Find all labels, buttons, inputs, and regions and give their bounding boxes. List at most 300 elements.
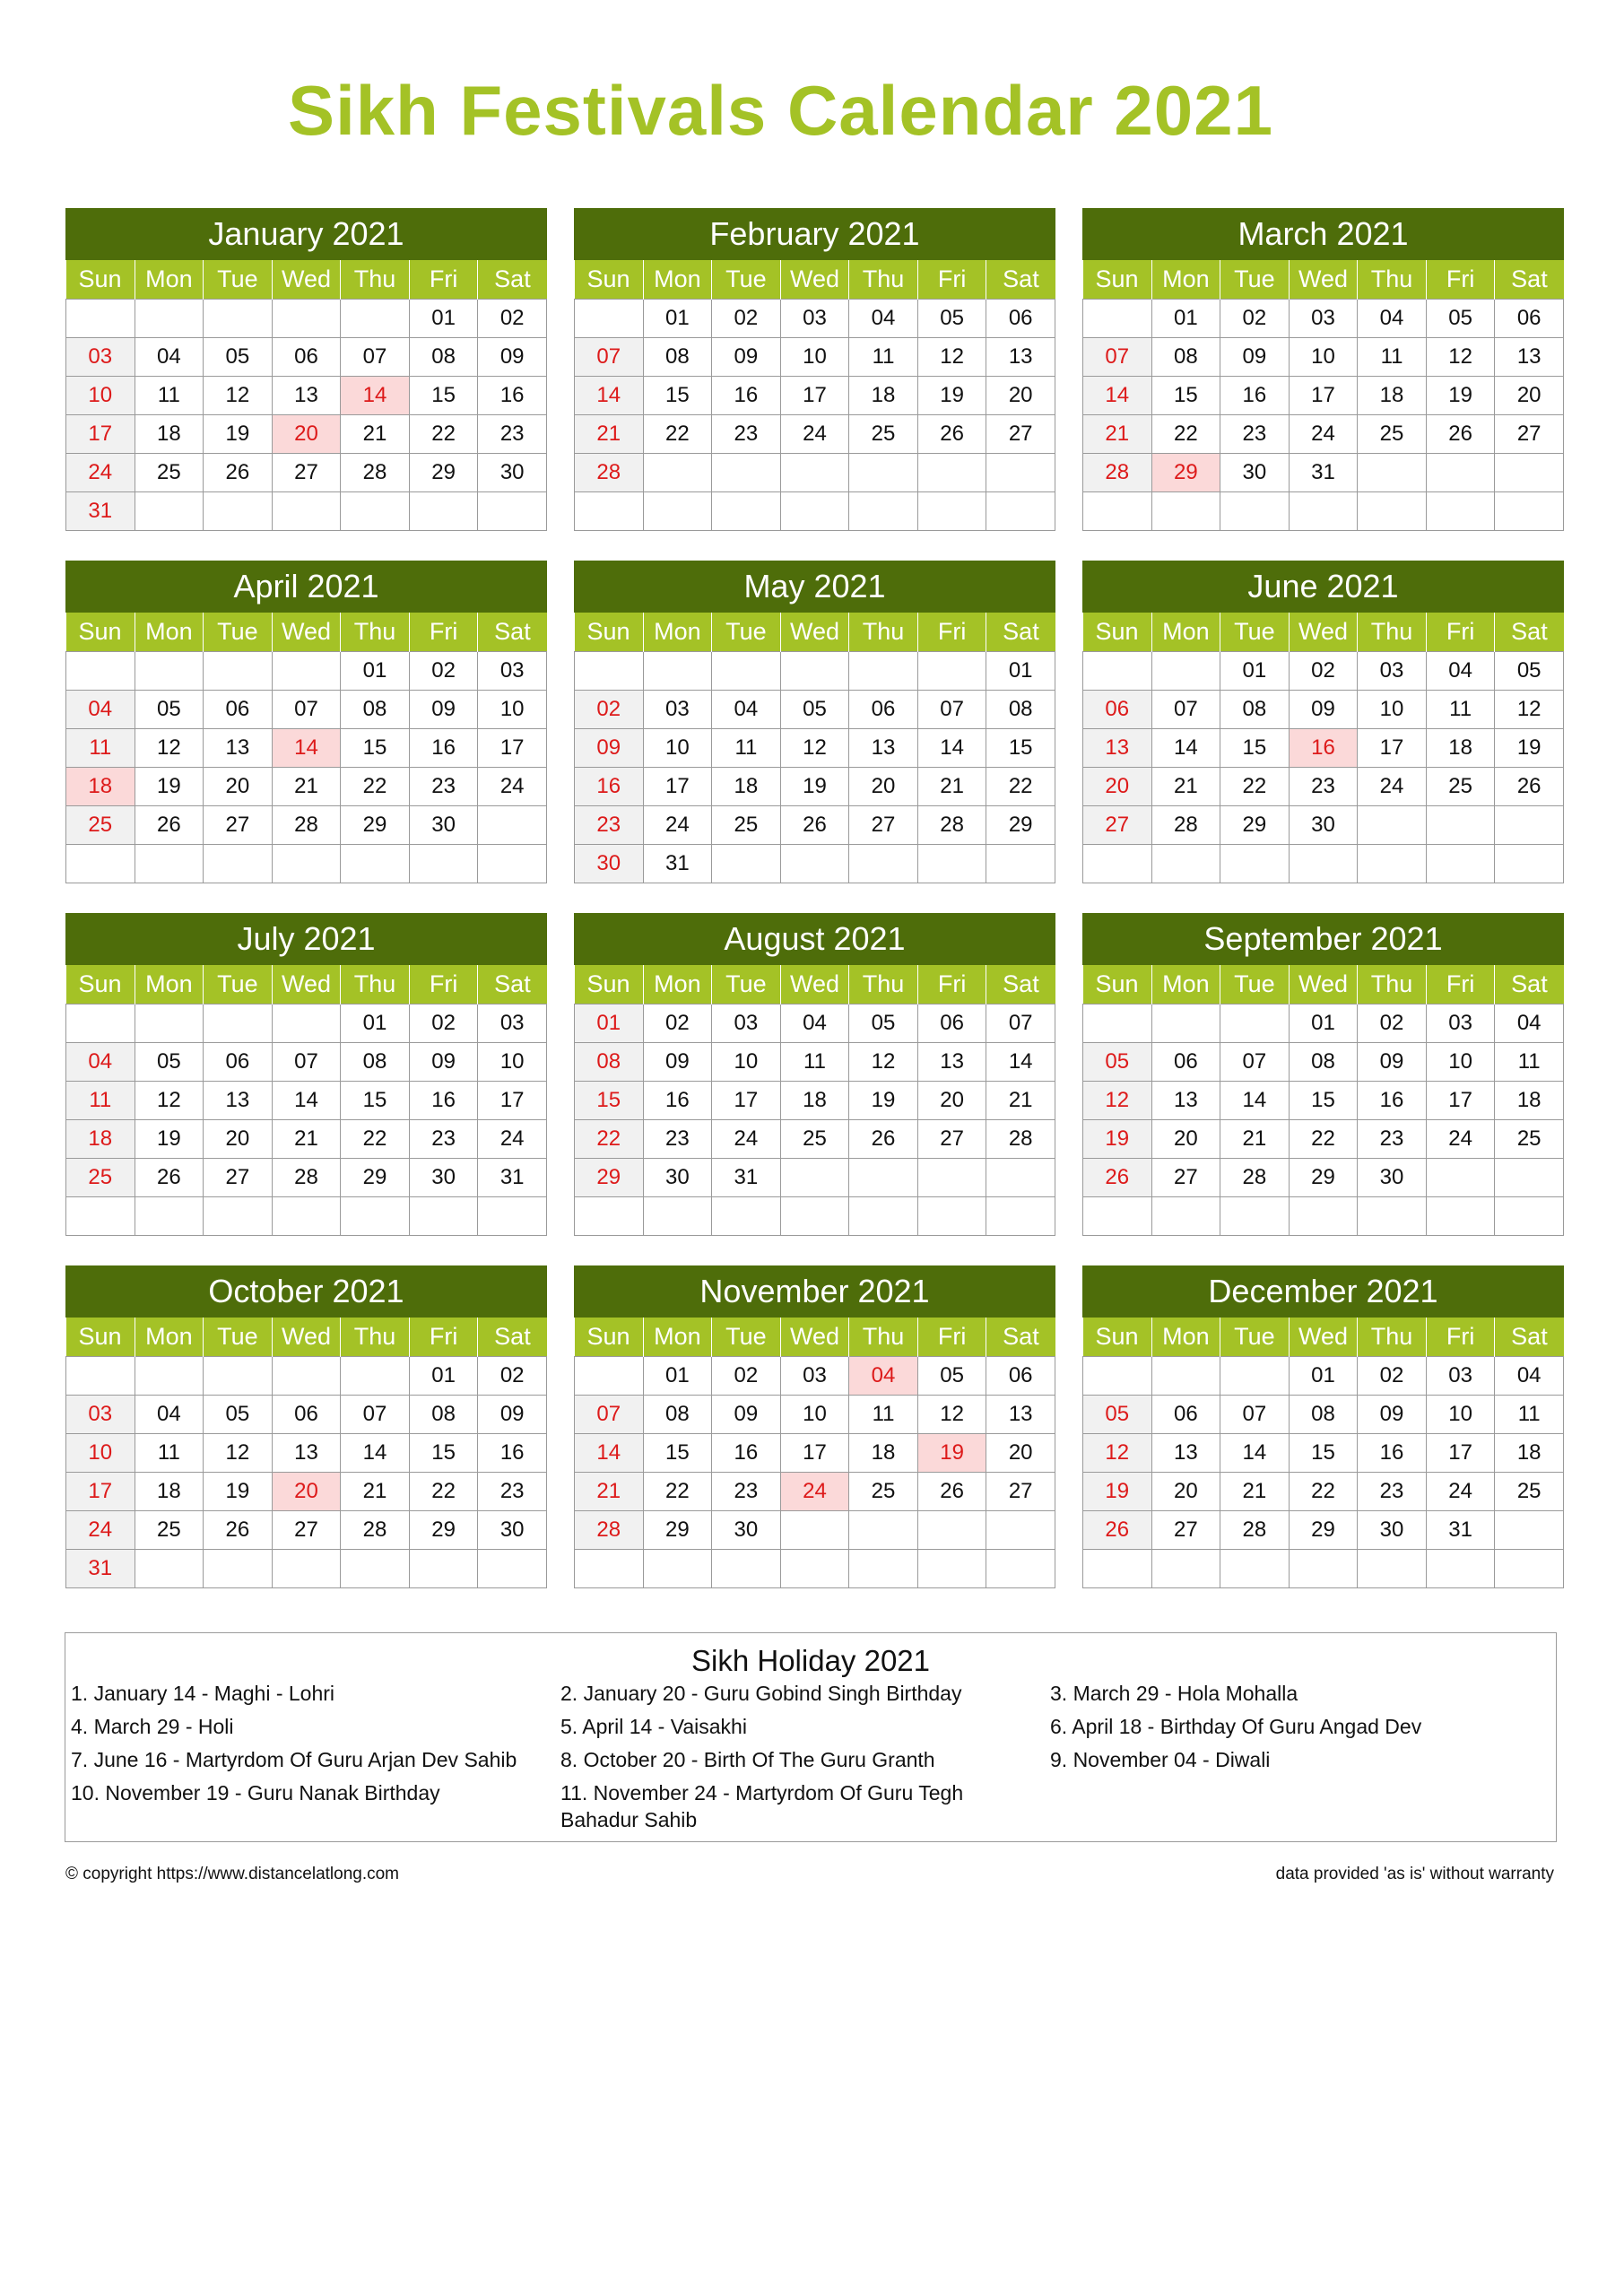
empty-cell <box>1083 1197 1152 1236</box>
day-cell: 25 <box>135 454 204 492</box>
day-cell: 05 <box>1495 652 1564 691</box>
month-calendar <box>574 1265 1055 1588</box>
empty-cell <box>1083 1004 1152 1043</box>
day-cell: 10 <box>712 1043 781 1082</box>
day-cell: 12 <box>135 1082 204 1120</box>
day-cell: 09 <box>478 338 547 377</box>
day-cell: 11 <box>1495 1043 1564 1082</box>
day-cell: 07 <box>575 1396 644 1434</box>
day-cell: 08 <box>643 338 712 377</box>
empty-cell <box>1358 454 1427 492</box>
day-cell: 30 <box>409 1159 478 1197</box>
day-cell: 31 <box>1426 1511 1495 1550</box>
weekday-header: Sat <box>986 613 1055 652</box>
day-cell: 12 <box>917 338 986 377</box>
empty-cell <box>341 300 410 338</box>
month-calendar <box>1082 913 1564 1236</box>
day-cell: 26 <box>135 806 204 845</box>
day-cell: 25 <box>1426 768 1495 806</box>
day-cell: 29 <box>409 1511 478 1550</box>
day-cell: 02 <box>478 1357 547 1396</box>
day-cell: 30 <box>1289 806 1358 845</box>
day-cell: 11 <box>1426 691 1495 729</box>
day-cell: 01 <box>1289 1357 1358 1396</box>
day-cell: 18 <box>849 377 918 415</box>
day-cell: 04 <box>780 1004 849 1043</box>
day-cell: 20 <box>204 768 273 806</box>
holiday-list-item: 3. March 29 - Hola Mohalla <box>1050 1682 1298 1705</box>
day-cell: 05 <box>1083 1396 1152 1434</box>
day-cell: 23 <box>478 1473 547 1511</box>
day-cell: 06 <box>1151 1043 1220 1082</box>
empty-cell <box>1083 300 1152 338</box>
day-cell: 09 <box>409 1043 478 1082</box>
empty-cell <box>272 1004 341 1043</box>
day-cell: 01 <box>341 1004 410 1043</box>
week-row <box>66 1473 547 1511</box>
empty-cell <box>1358 845 1427 883</box>
month-calendar <box>65 208 547 531</box>
empty-cell <box>1220 1004 1290 1043</box>
day-cell: 27 <box>1495 415 1564 454</box>
empty-cell <box>1358 1550 1427 1588</box>
day-cell: 10 <box>66 1434 135 1473</box>
day-cell: 08 <box>341 1043 410 1082</box>
day-cell: 04 <box>1358 300 1427 338</box>
day-cell: 19 <box>1495 729 1564 768</box>
day-cell: 14 <box>917 729 986 768</box>
day-cell: 02 <box>1358 1357 1427 1396</box>
day-cell: 09 <box>712 1396 781 1434</box>
month-table <box>574 1318 1055 1588</box>
weekday-header: Wed <box>780 260 849 300</box>
day-cell: 09 <box>478 1396 547 1434</box>
day-cell: 07 <box>1151 691 1220 729</box>
empty-cell <box>849 1550 918 1588</box>
day-cell: 31 <box>643 845 712 883</box>
day-cell: 12 <box>1495 691 1564 729</box>
day-cell: 07 <box>1083 338 1152 377</box>
weekday-header: Tue <box>712 1318 781 1357</box>
holiday-day-cell: 16 <box>1289 729 1358 768</box>
week-row <box>1083 729 1564 768</box>
holiday-list-panel <box>65 1632 1557 1842</box>
week-row <box>1083 1550 1564 1588</box>
empty-cell <box>986 1159 1055 1197</box>
week-row <box>1083 1511 1564 1550</box>
weekday-header: Mon <box>643 260 712 300</box>
weekday-header: Thu <box>1358 613 1427 652</box>
empty-cell <box>341 845 410 883</box>
day-cell: 23 <box>1358 1120 1427 1159</box>
week-row <box>66 1396 547 1434</box>
empty-cell <box>66 1004 135 1043</box>
empty-cell <box>917 454 986 492</box>
day-cell: 07 <box>341 1396 410 1434</box>
week-row <box>575 1120 1055 1159</box>
day-cell: 14 <box>986 1043 1055 1082</box>
empty-cell <box>204 845 273 883</box>
empty-cell <box>1495 806 1564 845</box>
month-table <box>65 260 547 531</box>
week-row <box>66 729 547 768</box>
weekday-header: Thu <box>849 1318 918 1357</box>
empty-cell <box>712 1197 781 1236</box>
day-cell: 12 <box>204 1434 273 1473</box>
week-row <box>1083 454 1564 492</box>
weekday-header: Mon <box>1151 613 1220 652</box>
day-cell: 01 <box>575 1004 644 1043</box>
empty-cell <box>135 845 204 883</box>
day-cell: 02 <box>1358 1004 1427 1043</box>
day-cell: 21 <box>986 1082 1055 1120</box>
day-cell: 22 <box>341 768 410 806</box>
day-cell: 27 <box>1083 806 1152 845</box>
day-cell: 09 <box>643 1043 712 1082</box>
day-cell: 26 <box>204 1511 273 1550</box>
weekday-header: Fri <box>1426 965 1495 1004</box>
empty-cell <box>66 845 135 883</box>
week-row <box>66 1043 547 1082</box>
empty-cell <box>1426 1197 1495 1236</box>
empty-cell <box>272 652 341 691</box>
day-cell: 30 <box>478 1511 547 1550</box>
day-cell: 02 <box>1220 300 1290 338</box>
empty-cell <box>780 1550 849 1588</box>
week-row <box>1083 652 1564 691</box>
month-table <box>1082 613 1564 883</box>
day-cell: 20 <box>204 1120 273 1159</box>
empty-cell <box>849 652 918 691</box>
week-row <box>575 1511 1055 1550</box>
day-cell: 17 <box>1426 1434 1495 1473</box>
day-cell: 05 <box>204 1396 273 1434</box>
day-cell: 29 <box>575 1159 644 1197</box>
empty-cell <box>780 652 849 691</box>
empty-cell <box>1151 1357 1220 1396</box>
day-cell: 21 <box>272 768 341 806</box>
empty-cell <box>849 845 918 883</box>
day-cell: 23 <box>712 1473 781 1511</box>
empty-cell <box>1495 1159 1564 1197</box>
week-row <box>66 652 547 691</box>
day-cell: 20 <box>986 1434 1055 1473</box>
weekday-header: Wed <box>272 1318 341 1357</box>
weekday-header: Thu <box>341 613 410 652</box>
empty-cell <box>204 1357 273 1396</box>
day-cell: 07 <box>1220 1396 1290 1434</box>
day-cell: 21 <box>1220 1120 1290 1159</box>
empty-cell <box>66 300 135 338</box>
day-cell: 03 <box>1358 652 1427 691</box>
empty-cell <box>1220 1550 1290 1588</box>
day-cell: 27 <box>204 806 273 845</box>
month-table <box>65 1318 547 1588</box>
day-cell: 10 <box>780 1396 849 1434</box>
day-cell: 14 <box>341 1434 410 1473</box>
day-cell: 22 <box>1289 1473 1358 1511</box>
day-cell: 13 <box>849 729 918 768</box>
day-cell: 30 <box>1358 1159 1427 1197</box>
empty-cell <box>409 492 478 531</box>
empty-cell <box>917 1197 986 1236</box>
week-row <box>1083 1082 1564 1120</box>
weekday-header: Sun <box>66 965 135 1004</box>
month-calendar <box>1082 561 1564 883</box>
week-row <box>66 768 547 806</box>
day-cell: 16 <box>409 1082 478 1120</box>
day-cell: 12 <box>135 729 204 768</box>
month-table <box>574 965 1055 1236</box>
day-cell: 13 <box>986 338 1055 377</box>
day-cell: 05 <box>849 1004 918 1043</box>
day-cell: 22 <box>986 768 1055 806</box>
month-title: January 2021 <box>65 208 547 260</box>
day-cell: 11 <box>1358 338 1427 377</box>
day-cell: 20 <box>917 1082 986 1120</box>
weekday-header: Sun <box>575 965 644 1004</box>
day-cell: 28 <box>917 806 986 845</box>
week-row <box>1083 377 1564 415</box>
day-cell: 08 <box>1289 1043 1358 1082</box>
week-row <box>1083 1197 1564 1236</box>
day-cell: 17 <box>66 1473 135 1511</box>
month-title: August 2021 <box>574 913 1055 965</box>
day-cell: 17 <box>478 1082 547 1120</box>
day-cell: 26 <box>780 806 849 845</box>
day-cell: 25 <box>135 1511 204 1550</box>
day-cell: 21 <box>341 1473 410 1511</box>
day-cell: 15 <box>1289 1434 1358 1473</box>
day-cell: 12 <box>204 377 273 415</box>
weekday-header: Sun <box>575 1318 644 1357</box>
day-cell: 07 <box>341 338 410 377</box>
week-row <box>575 806 1055 845</box>
month-table <box>1082 965 1564 1236</box>
weekday-header: Sat <box>478 613 547 652</box>
month-title: October 2021 <box>65 1265 547 1318</box>
week-row <box>575 1197 1055 1236</box>
holiday-day-cell: 18 <box>66 768 135 806</box>
day-cell: 19 <box>135 1120 204 1159</box>
holiday-day-cell: 29 <box>1151 454 1220 492</box>
day-cell: 09 <box>1358 1043 1427 1082</box>
week-row <box>66 1357 547 1396</box>
day-cell: 23 <box>1358 1473 1427 1511</box>
day-cell: 16 <box>1358 1082 1427 1120</box>
day-cell: 10 <box>780 338 849 377</box>
weekday-header: Fri <box>409 965 478 1004</box>
day-cell: 02 <box>1289 652 1358 691</box>
day-cell: 28 <box>1220 1511 1290 1550</box>
day-cell: 21 <box>1083 415 1152 454</box>
empty-cell <box>409 1197 478 1236</box>
day-cell: 19 <box>780 768 849 806</box>
weekday-header: Fri <box>1426 260 1495 300</box>
day-cell: 25 <box>1358 415 1427 454</box>
day-cell: 08 <box>409 338 478 377</box>
day-cell: 22 <box>1151 415 1220 454</box>
day-cell: 12 <box>1426 338 1495 377</box>
empty-cell <box>1426 1550 1495 1588</box>
weekday-header: Sun <box>575 613 644 652</box>
empty-cell <box>1358 492 1427 531</box>
day-cell: 07 <box>986 1004 1055 1043</box>
day-cell: 03 <box>1426 1004 1495 1043</box>
day-cell: 15 <box>409 1434 478 1473</box>
day-cell: 06 <box>204 691 273 729</box>
empty-cell <box>1426 1159 1495 1197</box>
empty-cell <box>1083 1357 1152 1396</box>
day-cell: 19 <box>917 377 986 415</box>
day-cell: 13 <box>272 1434 341 1473</box>
empty-cell <box>478 492 547 531</box>
weekday-header: Mon <box>135 260 204 300</box>
week-row <box>66 415 547 454</box>
day-cell: 31 <box>478 1159 547 1197</box>
holiday-list-title: Sikh Holiday 2021 <box>691 1644 930 1677</box>
day-cell: 21 <box>575 415 644 454</box>
day-cell: 18 <box>135 415 204 454</box>
day-cell: 15 <box>575 1082 644 1120</box>
weekday-header: Thu <box>341 965 410 1004</box>
empty-cell <box>409 1550 478 1588</box>
empty-cell <box>1151 845 1220 883</box>
day-cell: 11 <box>780 1043 849 1082</box>
week-row <box>1083 768 1564 806</box>
weekday-header: Sun <box>66 613 135 652</box>
empty-cell <box>1426 454 1495 492</box>
day-cell: 12 <box>1083 1082 1152 1120</box>
day-cell: 03 <box>712 1004 781 1043</box>
day-cell: 10 <box>1289 338 1358 377</box>
weekday-header: Tue <box>204 1318 273 1357</box>
empty-cell <box>780 1511 849 1550</box>
day-cell: 18 <box>1358 377 1427 415</box>
day-cell: 05 <box>780 691 849 729</box>
day-cell: 20 <box>1151 1473 1220 1511</box>
empty-cell <box>575 1357 644 1396</box>
weekday-header: Thu <box>341 260 410 300</box>
day-cell: 18 <box>1426 729 1495 768</box>
empty-cell <box>643 1550 712 1588</box>
empty-cell <box>66 652 135 691</box>
day-cell: 15 <box>986 729 1055 768</box>
day-cell: 03 <box>643 691 712 729</box>
day-cell: 25 <box>849 1473 918 1511</box>
week-row <box>66 300 547 338</box>
week-row <box>66 1550 547 1588</box>
day-cell: 24 <box>478 1120 547 1159</box>
empty-cell <box>712 652 781 691</box>
weekday-header: Tue <box>1220 613 1290 652</box>
day-cell: 21 <box>1220 1473 1290 1511</box>
day-cell: 11 <box>66 1082 135 1120</box>
month-calendar <box>1082 1265 1564 1588</box>
day-cell: 26 <box>204 454 273 492</box>
day-cell: 13 <box>204 1082 273 1120</box>
empty-cell <box>1220 492 1290 531</box>
weekday-header: Wed <box>272 965 341 1004</box>
weekday-header: Sun <box>1083 613 1152 652</box>
day-cell: 16 <box>643 1082 712 1120</box>
empty-cell <box>1151 1550 1220 1588</box>
day-cell: 29 <box>341 806 410 845</box>
holiday-list-item: 2. January 20 - Guru Gobind Singh Birthday <box>560 1682 962 1705</box>
day-cell: 03 <box>780 300 849 338</box>
day-cell: 14 <box>575 1434 644 1473</box>
empty-cell <box>643 652 712 691</box>
holiday-day-cell: 20 <box>272 415 341 454</box>
week-row <box>1083 1434 1564 1473</box>
day-cell: 10 <box>66 377 135 415</box>
empty-cell <box>643 492 712 531</box>
empty-cell <box>272 845 341 883</box>
holiday-list-item: 11. November 24 - Martyrdom Of Guru Tegh Bahadur Sahib <box>560 1781 964 1831</box>
week-row <box>575 377 1055 415</box>
empty-cell <box>917 652 986 691</box>
weekday-header: Fri <box>917 260 986 300</box>
empty-cell <box>1495 492 1564 531</box>
day-cell: 07 <box>1220 1043 1290 1082</box>
day-cell: 20 <box>849 768 918 806</box>
day-cell: 13 <box>1151 1082 1220 1120</box>
day-cell: 25 <box>712 806 781 845</box>
day-cell: 04 <box>1495 1357 1564 1396</box>
week-row <box>66 454 547 492</box>
empty-cell <box>986 1197 1055 1236</box>
month-table <box>65 965 547 1236</box>
holiday-list-item: 7. June 16 - Martyrdom Of Guru Arjan Dev Sahib <box>71 1748 517 1771</box>
day-cell: 17 <box>1289 377 1358 415</box>
day-cell: 29 <box>409 454 478 492</box>
empty-cell <box>341 1550 410 1588</box>
day-cell: 18 <box>849 1434 918 1473</box>
empty-cell <box>478 1197 547 1236</box>
day-cell: 28 <box>341 454 410 492</box>
day-cell: 19 <box>1083 1120 1152 1159</box>
day-cell: 28 <box>575 1511 644 1550</box>
empty-cell <box>135 492 204 531</box>
day-cell: 05 <box>204 338 273 377</box>
empty-cell <box>849 492 918 531</box>
month-title: June 2021 <box>1082 561 1564 613</box>
day-cell: 24 <box>1289 415 1358 454</box>
weekday-header: Wed <box>1289 613 1358 652</box>
day-cell: 08 <box>341 691 410 729</box>
weekday-header: Tue <box>712 965 781 1004</box>
month-title: March 2021 <box>1082 208 1564 260</box>
weekday-header: Sun <box>1083 1318 1152 1357</box>
month-title: July 2021 <box>65 913 547 965</box>
weekday-header: Mon <box>135 1318 204 1357</box>
empty-cell <box>1151 652 1220 691</box>
day-cell: 04 <box>849 300 918 338</box>
month-table <box>1082 260 1564 531</box>
day-cell: 24 <box>1358 768 1427 806</box>
day-cell: 27 <box>272 454 341 492</box>
month-title: November 2021 <box>574 1265 1055 1318</box>
empty-cell <box>1083 845 1152 883</box>
week-row <box>575 845 1055 883</box>
day-cell: 16 <box>712 377 781 415</box>
day-cell: 24 <box>712 1120 781 1159</box>
week-row <box>575 492 1055 531</box>
day-cell: 28 <box>1083 454 1152 492</box>
day-cell: 25 <box>780 1120 849 1159</box>
weekday-header: Mon <box>643 1318 712 1357</box>
day-cell: 28 <box>986 1120 1055 1159</box>
